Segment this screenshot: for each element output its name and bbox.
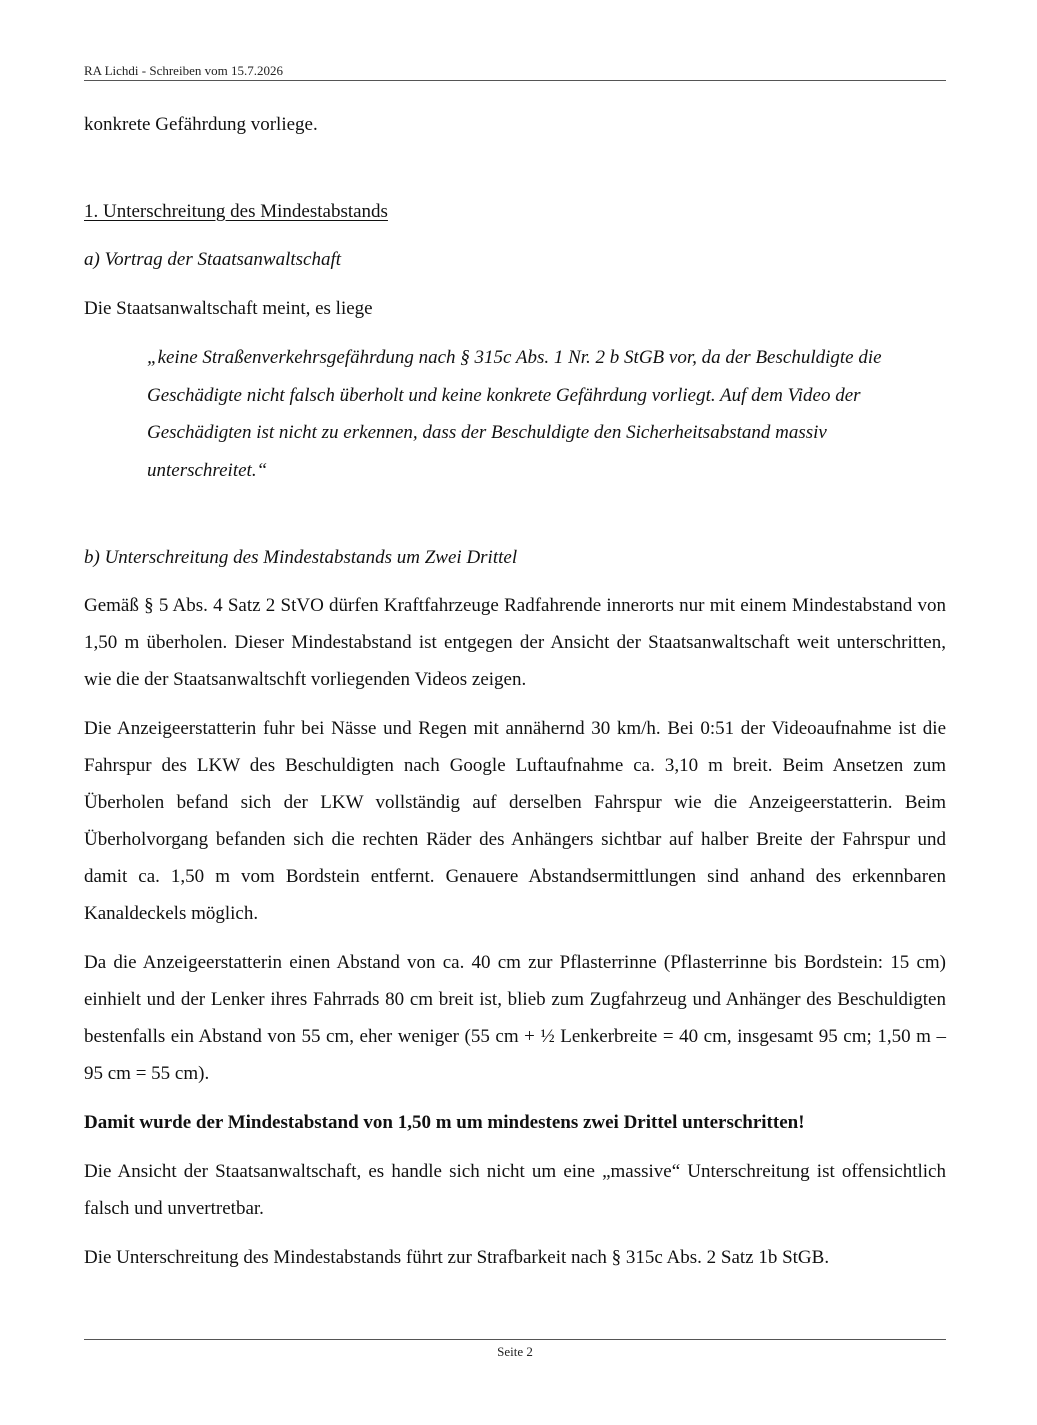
quote-block: „keine Straßenverkehrsgefährdung nach § 315c Abs. 1 Nr. 2 b StGB vor, da der Beschuldigte die Geschädigte nicht falsch überholt und keine konkrete Gefährdung vorliegt. Auf dem Video der Geschädigten ist nicht zu erkennen, dass der Beschuldigte den Sicherheitsabstand massiv unterschreitet.“ [147,347,882,481]
page-header: RA Lichdi - Schreiben vom 15.7.2026 [84,63,283,78]
intro-line: konkrete Gefährdung vorliege. [84,114,318,135]
paragraph-b3: Da die Anzeigeerstatterin einen Abstand von ca. 40 cm zur Pflasterrinne (Pflasterrinne bis Bordstein: 15 cm) einhielt und der Lenker ihres Fahrrads 80 cm breit ist, blieb zum Zugfahrzeug und Anhänger des Beschuldigten bestenfalls ein Abstand von 55 cm, eher weniger (55 cm + ½ Lenkerbreite = 40 cm, insgesamt 95 cm; 1,50 m – 95 cm = 55 cm). [84,952,946,1084]
header-divider [84,80,946,81]
section-heading: 1. Unterschreitung des Mindestabstands [84,201,388,222]
bold-conclusion: Damit wurde der Mindestabstand von 1,50 m um mindestens zwei Drittel unterschritten! [84,1112,805,1133]
subsection-heading-b: b) Unterschreitung des Mindestabstands um Zwei Drittel [84,547,518,568]
subsection-heading-a: a) Vortrag der Staatsanwaltschaft [84,249,342,270]
paragraph-b1: Gemäß § 5 Abs. 4 Satz 2 StVO dürfen Kraftfahrzeuge Radfahrende innerorts nur mit einem Mindestabstand von 1,50 m überholen. Dieser Mindestabstand ist entgegen der Ansicht der Staatsanwaltschaft weit unterschritten, wie die der Staatsanwaltschft vorliegenden Videos zeigen. [84,595,946,690]
footer-divider [84,1339,946,1340]
paragraph-b2: Die Anzeigeerstatterin fuhr bei Nässe und Regen mit annähernd 30 km/h. Bei 0:51 der Videoaufnahme ist die Fahrspur des LKW des Beschuldigten nach Google Luftaufnahme ca. 3,10 m breit. Beim Ansetzen zum Überholen befand sich der LKW vollständig auf derselben Fahrspur wie die Anzeigeerstatterin. Beim Überholvorgang befanden sich die rechten Räder des Anhängers sichtbar auf halber Breite der Fahrspur und damit ca. 1,50 m vom Bordstein entfernt. Genauere Abstandsermittlungen sind anhand des erkennbaren Kanaldeckels möglich. [84,718,946,924]
paragraph-b5: Die Unterschreitung des Mindestabstands führt zur Strafbarkeit nach § 315c Abs. 2 Satz 1b StGB. [84,1247,830,1268]
paragraph-b4: Die Ansicht der Staatsanwaltschaft, es handle sich nicht um eine „massive“ Unterschreitung ist offensichtlich falsch und unvertretbar. [84,1161,946,1219]
document-body [84,110,946,1276]
page-number: Seite 2 [497,1344,533,1359]
paragraph-a: Die Staatsanwaltschaft meint, es liege [84,298,373,319]
